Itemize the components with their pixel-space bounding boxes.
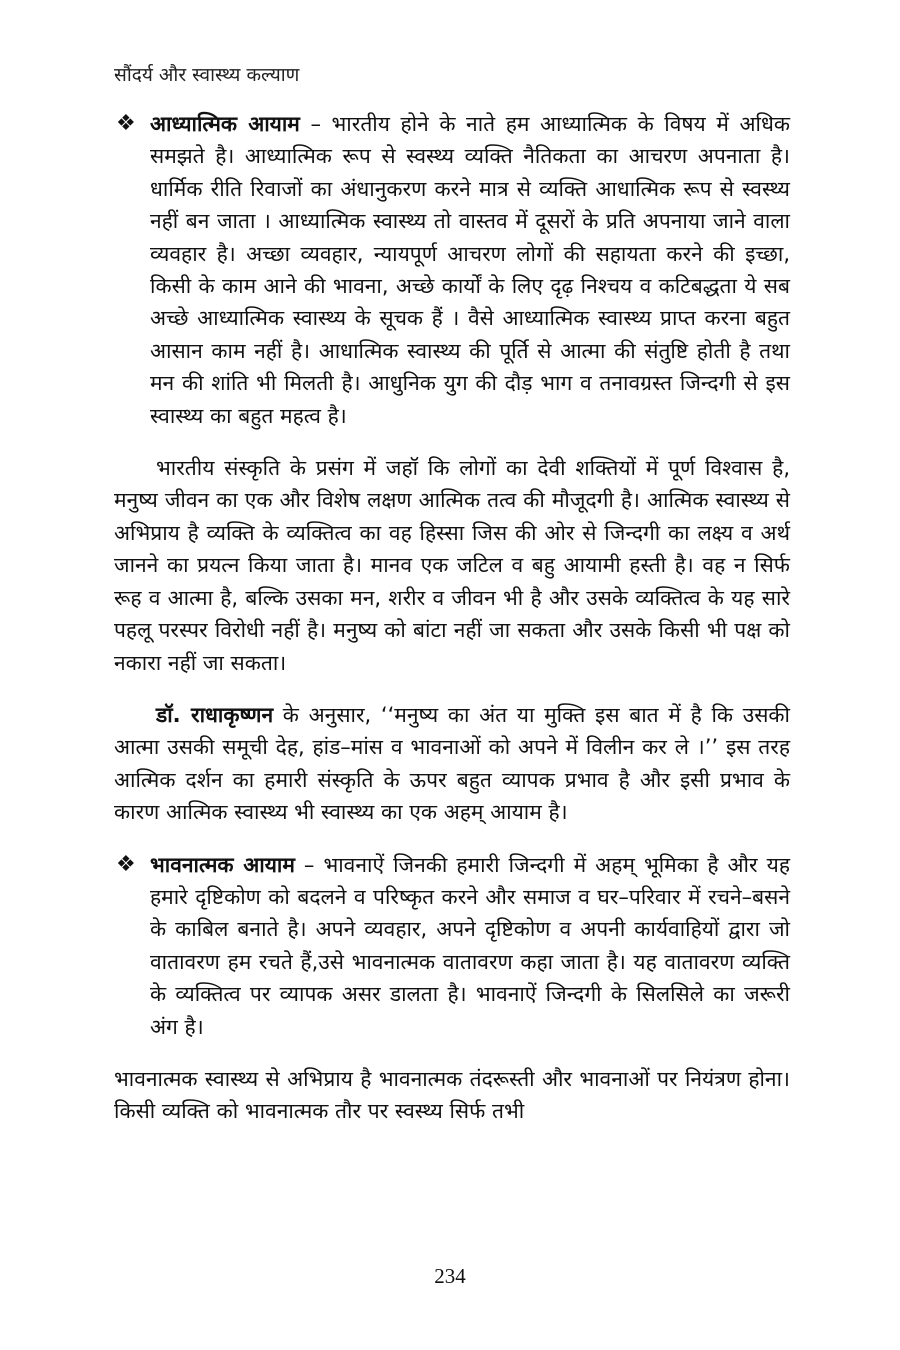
spiritual-dimension-paragraph xyxy=(150,108,790,432)
emotional-dimension-term: भावनात्मक आयाम xyxy=(150,852,295,877)
indian-culture-paragraph: भारतीय संस्कृति के प्रसंग में जहॉ कि लोगों का देवी शक्तियों में पूर्ण विश्वास है, मनुष्य जीवन का एक और विशेष लक्षण आत्मिक तत्व की मौजूदगी है। आत्मिक स्वास्थ्य से अभिप्राय है व्यक्ति के व्यक्तित्व का वह हिस्सा जिस की ओर से जिन्दगी का लक्ष्य व अर्थ जानने का प्रयत्न किया जाता है। मानव एक जटिल व बहु आयामी हस्ती है। वह न सिर्फ रूह व आत्मा है, बल्कि उसका मन, शरीर व जीवन भी है और उसके व्यक्तित्व के यह सारे पहलू परस्पर विरोधी नहीं है। मनुष्य को बांटा नहीं जा सकता और उसके किसी भी पक्ष को नकारा नहीं जा सकता। xyxy=(114,456,790,675)
emotional-dimension-item xyxy=(114,849,790,1043)
spiritual-dimension-item xyxy=(114,108,790,432)
spiritual-dimension-text: भारतीय होने के नाते हम आध्यात्मिक के विषय में अधिक समझते है। आध्यात्मिक रूप से स्वस्थ्य व्यक्ति नैतिकता का आचरण अपनाता है। धार्मिक रीति रिवाजों का अंधानुकरण करने मात्र से व्यक्ति आधात्मिक रूप से स्वस्थ्य नहीं बन जाता । आध्यात्मिक स्वास्थ्य तो वास्तव में दूसरों के प्रति अपनाया जाने वाला व्यवहार है। अच्छा व्यवहार, न्यायपूर्ण आचरण लोगों की सहायता करने की इच्छा, किसी के काम आने की भावना, अच्छे कार्यों के लिए दृढ़ निश्चय व कटिबद्धता ये सब अच्छे आध्यात्मिक स्वास्थ्य के सूचक हैं । वैसे आध्यात्मिक स्वास्थ्य प्राप्त करना बहुत आसान काम नहीं है। आधात्मिक स्वास्थ्य की पूर्ति से आत्मा की संतुष्टि होती है तथा मन की शांति भी मिलती है। आधुनिक युग की दौड़ भाग व तनावग्रस्त जिन्दगी से इस स्वास्थ्य का बहुत महत्व है। xyxy=(150,112,790,428)
running-header: सौंदर्य और स्वास्थ्य कल्याण xyxy=(114,64,300,86)
emotional-dimension-text: भावनाऐं जिनकी हमारी जिन्दगी में अहम् भूमिका है और यह हमारे दृष्टिकोण को बदलने व परिष्कृत करने और समाज व घर–परिवार में रचने–बसने के काबिल बनाते है। अपने व्यवहार, अपने दृष्टिकोण व अपनी कार्यवाहियों द्वारा जो वातावरण हम रचते हैं,उसे भावनात्मक वातावरण कहा जाता है। यह वातावरण व्यक्ति के व्यक्तित्व पर व्यापक असर डालता है। भावनाऐं जिन्दगी के सिलसिले का जरूरी अंग है। xyxy=(150,852,790,1039)
spiritual-dimension-term: आध्यात्मिक आयाम xyxy=(150,112,300,136)
term-dash: – xyxy=(294,852,324,877)
page-number: 234 xyxy=(434,1264,466,1288)
term-dash: – xyxy=(299,112,332,136)
emotional-health-paragraph: भावनात्मक स्वास्थ्य से अभिप्राय है भावनात्मक तंदरूस्ती और भावनाओं पर नियंत्रण होना। किसी व्यक्ति को भावनात्मक तौर पर स्वस्थ्य सिर्फ तभी xyxy=(114,1066,790,1124)
diamond-bullet-icon: ❖ xyxy=(116,111,136,136)
radhakrishnan-quote-text: के अनुसार, ‘‘मनुष्य का अंत या मुक्ति इस बात में है कि उसकी आत्मा उसकी समूची देह, हांड–मांस व भावनाओं को अपने में विलीन कर ले ।’’ इस तरह आत्मिक दर्शन का हमारी संस्कृति के ऊपर बहुत व्यापक प्रभाव है और इसी प्रभाव के कारण आत्मिक स्वास्थ्य भी स्वास्थ्य का एक अहम् आयाम है। xyxy=(114,702,790,825)
radhakrishnan-paragraph xyxy=(114,699,790,829)
emotional-dimension-paragraph xyxy=(150,849,790,1043)
radhakrishnan-name: डॉ. राधाकृष्णन xyxy=(156,702,274,727)
diamond-bullet-icon: ❖ xyxy=(116,851,136,877)
